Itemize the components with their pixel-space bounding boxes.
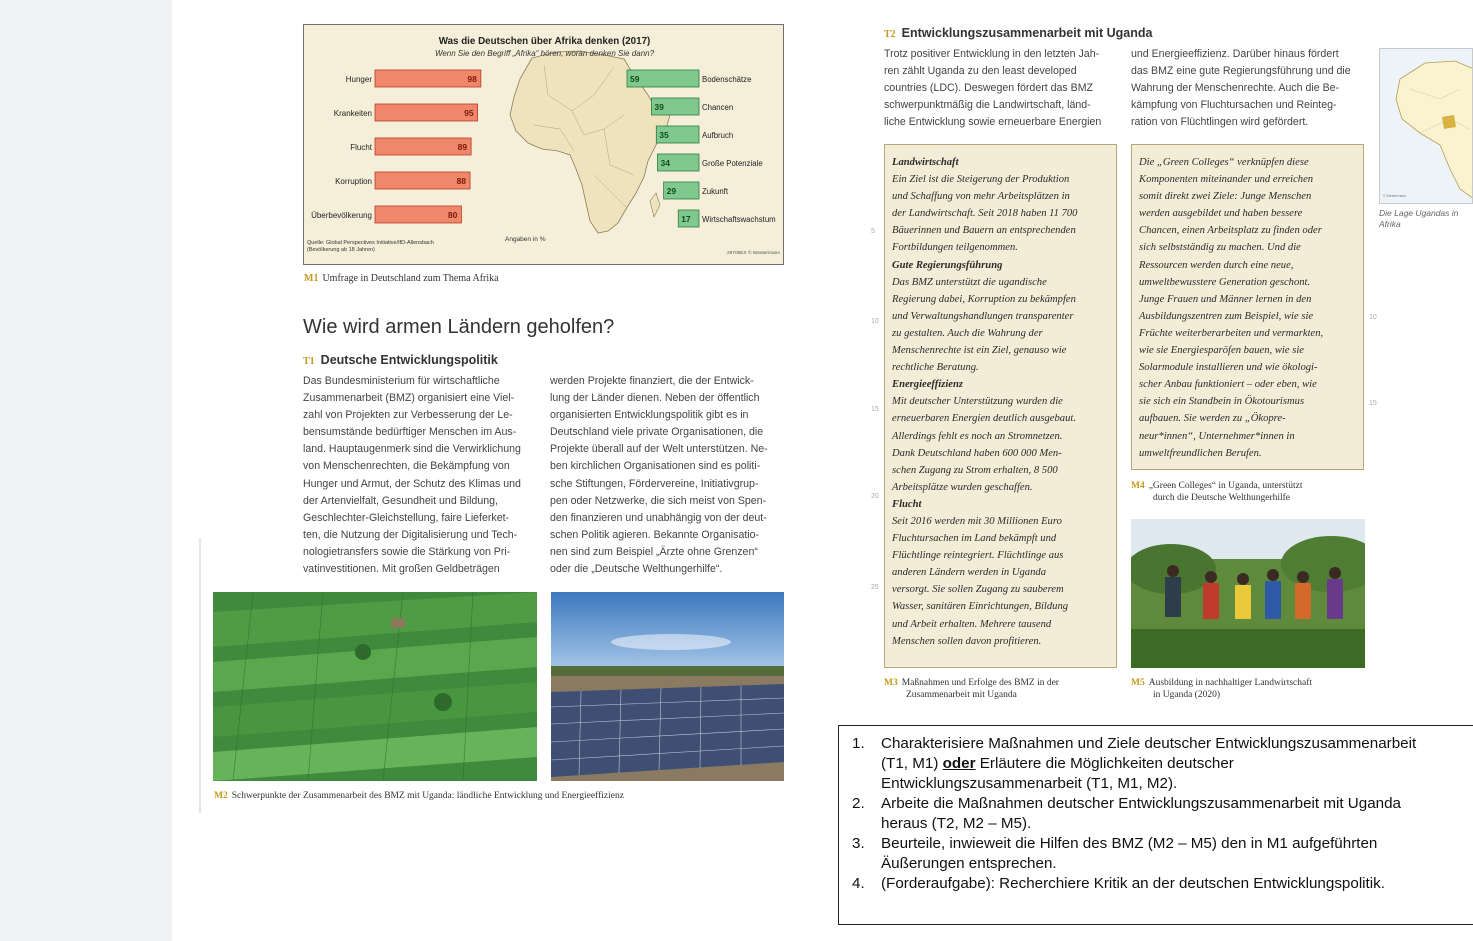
m5-caption xyxy=(1131,677,1312,701)
negative-bar xyxy=(375,104,478,121)
text-line: nologietransfers sowie die Stärkung von Pri- xyxy=(303,545,511,558)
task-line xyxy=(881,754,1416,774)
box-line: scher Anbau funktioniert – oder eben, wie xyxy=(1139,379,1317,391)
box-line: Die „Green Colleges“ verknüpfen diese xyxy=(1139,157,1309,168)
box-line: Menschen sollen davon profitieren. xyxy=(892,635,1042,647)
box-line: rechtliche Beratung. xyxy=(892,362,979,374)
m3-measures-box xyxy=(884,144,1117,668)
text-line: land. Hauptaugenmerk sind die Verwirklichung xyxy=(303,443,521,456)
positive-value-label: 29 xyxy=(666,186,677,196)
task-text: Arbeite die Maßnahmen deutscher Entwicklungszusammenarbeit mit Uganda xyxy=(881,795,1402,812)
task-text: (T1, M1) xyxy=(881,755,943,772)
t1-column-1 xyxy=(303,373,521,578)
negative-category-label: Überbevölkerung xyxy=(311,211,372,220)
box-line: der Landwirtschaft. Seit 2018 haben 11 700 xyxy=(892,208,1078,220)
t2-column-1 xyxy=(884,46,1101,131)
positive-category-label: Aufbruch xyxy=(702,131,734,140)
text-line: Das Bundesministerium für wirtschaftliche xyxy=(303,375,500,387)
box-line: anderen Ländern werden in Uganda xyxy=(892,567,1046,579)
m2-photo-solar xyxy=(551,592,784,781)
t2-tag: T2 xyxy=(884,29,896,40)
m4-tag: M4 xyxy=(1131,481,1145,491)
text-line: ten, die Nutzung der Digitalisierung und Tech- xyxy=(303,528,518,541)
page-heading: Wie wird armen Ländern geholfen? xyxy=(303,316,615,338)
task-number: 2. xyxy=(852,795,865,812)
positive-value-label: 59 xyxy=(630,74,640,84)
t1-heading xyxy=(303,353,498,367)
box-line: Das BMZ unterstützt die ugandische xyxy=(892,276,1047,288)
text-line: Hunger und Armut, der Schutz des Klimas und xyxy=(303,477,521,490)
box-line: versorgt. Sie sollen Zugang zu sauberem xyxy=(892,584,1064,596)
t2-title: Entwicklungszusammenarbeit mit Uganda xyxy=(901,26,1153,40)
box-line: umweltfreundlichen Berufen. xyxy=(1139,447,1262,459)
positive-value-label: 35 xyxy=(659,130,669,140)
m1-unit: Angaben in % xyxy=(505,236,546,243)
box-line: wie sie Energiesparöfen bauen, wie sie xyxy=(1139,345,1304,357)
text-line: Trotz positiver Entwicklung in den letzten Jah- xyxy=(884,48,1100,60)
m1-source xyxy=(307,240,434,253)
negative-bar xyxy=(375,70,481,87)
map-code: © Westermann xyxy=(1383,194,1407,198)
text-line: schen Politik agieren. Bekannte Organisatio- xyxy=(550,528,760,541)
box-line: werden ausgebildet und haben bessere xyxy=(1139,208,1303,220)
box-line: Komponenten miteinander und erreichen xyxy=(1139,174,1314,186)
text-line: kämpfung von Fluchtursachen und Reinteg- xyxy=(1131,99,1337,112)
text-line: ben kirchlichen Organisationen sind es politi- xyxy=(550,460,761,473)
m1-tag: M1 xyxy=(304,273,319,284)
box-line: Früchte weiterberarbeiten und vermarkten, xyxy=(1139,327,1324,339)
positive-category-label: Bodenschätze xyxy=(702,75,752,84)
text-line: sche Stiftungen, Fördervereine, Initiativgrup- xyxy=(550,477,759,490)
task-text: Entwicklungszusammenarbeit (T1, M1, M2). xyxy=(881,775,1178,792)
m1-source-line1: Quelle: Global Perspectives Initiative/IfD-Allensbach xyxy=(307,240,434,246)
text-line: und Energieeffizienz. Darüber hinaus fördert xyxy=(1131,48,1339,60)
m1-subtitle: Wenn Sie den Begriff „Afrika“ hören, woran denken Sie dann? xyxy=(434,49,655,58)
box-line: Seit 2016 werden mit 30 Millionen Euro xyxy=(892,515,1062,527)
task-line xyxy=(852,734,1417,754)
box-line: Fluchtursachen im Land bekämpft und xyxy=(892,533,1057,545)
text-line: den finanzieren und unabhängig von der deut- xyxy=(550,511,767,524)
t2-heading xyxy=(884,26,1152,40)
box-line: und Arbeit erhalten. Mehrere tausend xyxy=(892,618,1052,630)
m2-photo-fields xyxy=(213,592,537,781)
m5-tag: M5 xyxy=(1131,678,1145,688)
task-line xyxy=(881,774,1416,794)
box-line: Ressourcen werden durch eine neue, xyxy=(1139,259,1294,271)
box-line: Arbeitsplätze wurden geschaffen. xyxy=(892,481,1033,493)
map-caption xyxy=(1379,208,1458,230)
box-line: erneuerbaren Energien deutlich ausgebaut. xyxy=(892,413,1076,425)
box-line: Solarmodule installieren und wie ökologi- xyxy=(1139,362,1318,374)
text-line: der Artenvielfalt, Gesundheit und Bildung, xyxy=(303,494,498,507)
text-line: oder die „Deutsche Welthungerhilfe“. xyxy=(550,563,723,576)
t1-column-2 xyxy=(550,373,768,578)
box-line: Menschenrechte ist ein Ziel, genauso wie xyxy=(892,345,1067,357)
map-caption-line2: Afrika xyxy=(1379,219,1401,229)
m5-caption-line2: in Uganda (2020) xyxy=(1153,690,1221,700)
uganda-location-map xyxy=(1379,48,1473,204)
box-line: Flüchtlinge reintegriert. Flüchtlinge aus xyxy=(892,550,1064,562)
task-emphasis-oder: oder xyxy=(942,755,976,772)
task-number: 3. xyxy=(852,835,865,852)
box-line: somit direkt zwei Ziele: Junge Menschen xyxy=(1139,191,1312,203)
text-line: lung der Länder dienen. Neben der öffentlich xyxy=(550,392,760,405)
page-edge xyxy=(199,538,201,813)
box-subheading: Landwirtschaft xyxy=(892,157,959,168)
box-line: umweltbewusstere Generation geschont. xyxy=(1139,276,1311,288)
m1-chart-svg xyxy=(304,25,785,266)
text-line: Deutschland viele private Organisationen, die xyxy=(550,426,764,439)
text-line: werden Projekte finanziert, die der Entwick- xyxy=(550,375,754,387)
positive-category-label: Zukunft xyxy=(702,187,729,196)
m2-tag: M2 xyxy=(214,791,228,801)
text-line: liche Entwicklung sowie erneuerbare Energien xyxy=(884,116,1102,129)
task-text: (Forderaufgabe): Recherchiere Kritik an der deutschen Entwicklungspolitik. xyxy=(881,875,1385,892)
task-text: heraus (T2, M2 – M5). xyxy=(881,815,1032,832)
box-subheading: Flucht xyxy=(892,498,922,510)
box-subheading: Energieeffizienz xyxy=(892,379,964,391)
box-line: Chancen, einen Arbeitsplatz zu finden oder xyxy=(1139,225,1322,237)
line-number: 10 xyxy=(1369,314,1377,321)
box-line: Bäuerinnen und Bauern an entsprechenden xyxy=(892,225,1076,237)
positive-value-label: 39 xyxy=(654,102,664,112)
task-line xyxy=(852,834,1416,854)
text-line: ren zählt Uganda zu den least developed xyxy=(884,65,1077,78)
text-line: das BMZ eine gute Regierungsführung und die xyxy=(1131,65,1351,78)
positive-category-label: Wirtschaftswachstum xyxy=(702,215,776,224)
m1-title: Was die Deutschen über Afrika denken (2017) xyxy=(438,36,651,47)
negative-value-label: 88 xyxy=(456,176,467,186)
m3-caption-line2: Zusammenarbeit mit Uganda xyxy=(906,690,1017,700)
box-line: Mit deutscher Unterstützung wurden die xyxy=(892,396,1063,408)
negative-value-label: 98 xyxy=(467,74,477,84)
text-line: nen sind zum Beispiel „Ärzte ohne Grenzen“ xyxy=(550,545,758,558)
m2-caption xyxy=(214,790,624,802)
m5-caption-line1: Ausbildung in nachhaltiger Landwirtschaft xyxy=(1148,678,1313,688)
text-line: bensumstände bedürftiger Menschen im Aus- xyxy=(303,426,517,439)
negative-category-label: Krankeiten xyxy=(333,109,372,118)
text-line: vatinvestitionen. Mit großen Geldbeträgen xyxy=(303,563,500,576)
text-line: Projekte überall auf der Welt unterstützen. Ne- xyxy=(550,443,768,456)
task-text: Erläutere die Möglichkeiten deutscher xyxy=(975,755,1234,772)
negative-value-label: 80 xyxy=(447,210,458,220)
task-line xyxy=(852,874,1416,894)
t1-tag: T1 xyxy=(303,356,315,367)
left-gutter xyxy=(0,0,172,941)
m1-caption xyxy=(304,273,499,285)
positive-value-label: 34 xyxy=(660,158,670,168)
text-line: von Menschenrechten, die Bekämpfung von xyxy=(303,460,510,473)
m1-source-line2: (Bevölkerung ab 18 Jahren) xyxy=(307,246,375,253)
line-number: 10 xyxy=(871,318,879,325)
m1-code: 29706EX © Westermann xyxy=(726,251,780,256)
box-line: sie sich ein Standbein in Ökotourismus xyxy=(1139,396,1305,408)
map-caption-line1: Die Lage Ugandas in xyxy=(1379,208,1459,218)
box-line: Ein Ziel ist die Steigerung der Produktion xyxy=(892,174,1070,186)
text-line: Geschlechter-Gleichstellung, faire Lieferket- xyxy=(303,511,510,524)
line-number: 20 xyxy=(871,493,879,500)
box-line: Wasser, sanitären Einrichtungen, Bildung xyxy=(892,601,1069,613)
task-line xyxy=(881,814,1416,834)
text-line: Zusammenarbeit (BMZ) organisiert eine Viel- xyxy=(303,392,515,405)
negative-value-label: 95 xyxy=(464,108,474,118)
positive-category-label: Chancen xyxy=(702,103,734,112)
box-line: und Verwaltungshandlungen transparenter xyxy=(892,310,1074,322)
negative-category-label: Hunger xyxy=(345,75,372,84)
box-line: sich selbstständig zu machen. Und die xyxy=(1139,242,1301,254)
m4-caption-line2: durch die Deutsche Welthungerhilfe xyxy=(1153,493,1291,503)
t2-column-2 xyxy=(1131,46,1351,131)
m3-caption xyxy=(884,677,1059,701)
m5-photo-training xyxy=(1131,519,1365,668)
m1-caption-text: Umfrage in Deutschland zum Thema Afrika xyxy=(322,273,499,284)
text-line: pen oder Netzwerke, die sich meist von Spen- xyxy=(550,494,767,507)
box-line: Regierung dabei, Korruption zu bekämpfen xyxy=(892,293,1076,305)
negative-category-label: Korruption xyxy=(335,177,372,186)
m1-survey-chart xyxy=(303,24,784,265)
box-line: Fortbildungen teilgenommen. xyxy=(892,242,1018,254)
m4-green-colleges-box xyxy=(1131,144,1364,470)
box-line: aufbauen. Sie werden zu „Ökopre- xyxy=(1139,413,1286,425)
t1-title: Deutsche Entwicklungspolitik xyxy=(320,353,498,367)
box-line: Dank Deutschland haben 600 000 Men- xyxy=(892,447,1062,459)
task-number: 1. xyxy=(852,735,865,752)
task-text: Beurteile, inwieweit die Hilfen des BMZ (M2 – M5) den in M1 aufgeführten xyxy=(881,835,1378,852)
tasks-list xyxy=(852,734,1417,894)
text-line: schwerpunktmäßig die Landwirtschaft, länd- xyxy=(884,99,1091,112)
tasks-box xyxy=(838,725,1473,925)
task-line xyxy=(881,854,1416,874)
line-number: 15 xyxy=(871,406,879,413)
task-text: Charakterisiere Maßnahmen und Ziele deutscher Entwicklungszusammenarbeit xyxy=(881,735,1417,752)
text-line: zahl von Projekten zur Verbesserung der Le- xyxy=(303,409,513,422)
text-line: ration von Flüchtlingen wird gefördert. xyxy=(1131,116,1309,129)
positive-value-label: 17 xyxy=(681,214,691,224)
box-line: Ausbildungszentren zum Beispiel, wie sie xyxy=(1139,310,1314,322)
text-line: organisierten Entwicklungspolitik gibt es in xyxy=(550,409,749,422)
line-number: 5 xyxy=(871,228,875,235)
negative-category-label: Flucht xyxy=(350,143,372,152)
box-subheading: Gute Regierungsführung xyxy=(892,259,1003,271)
m3-caption-line1: Maßnahmen und Erfolge des BMZ in der xyxy=(901,678,1059,688)
line-number: 25 xyxy=(871,584,879,591)
box-line: neur*innen“, Unternehmer*innen in xyxy=(1139,430,1295,442)
box-line: Allerdings fehlt es noch an Stromnetzen. xyxy=(892,430,1063,442)
positive-category-label: Große Potenziale xyxy=(702,159,763,168)
box-line: und Schaffung von mehr Arbeitsplätzen in xyxy=(892,191,1070,203)
text-line: countries (LDC). Deswegen fördert das BMZ xyxy=(884,82,1094,95)
m4-caption-line1: „Green Colleges“ in Uganda, unterstützt xyxy=(1148,481,1303,491)
madagascar-shape xyxy=(650,193,660,217)
task-line xyxy=(852,794,1416,814)
line-number: 15 xyxy=(1369,400,1377,407)
text-line: Wahrung der Menschenrechte. Auch die Be- xyxy=(1131,82,1340,95)
box-line: zu gestalten. Auch die Wahrung der xyxy=(892,327,1043,339)
negative-value-label: 89 xyxy=(457,142,468,152)
m4-caption xyxy=(1131,480,1303,504)
task-number: 4. xyxy=(852,875,865,892)
m2-caption-text: Schwerpunkte der Zusammenarbeit des BMZ mit Uganda: ländliche Entwicklung und Energieeffizienz xyxy=(231,791,624,801)
task-text: Äußerungen entsprechen. xyxy=(881,855,1057,872)
box-line: Junge Frauen und Männer lernen in den xyxy=(1139,293,1312,305)
box-line: schen Zugang zu Strom erhalten, 8 500 xyxy=(892,464,1058,476)
m3-tag: M3 xyxy=(884,678,898,688)
